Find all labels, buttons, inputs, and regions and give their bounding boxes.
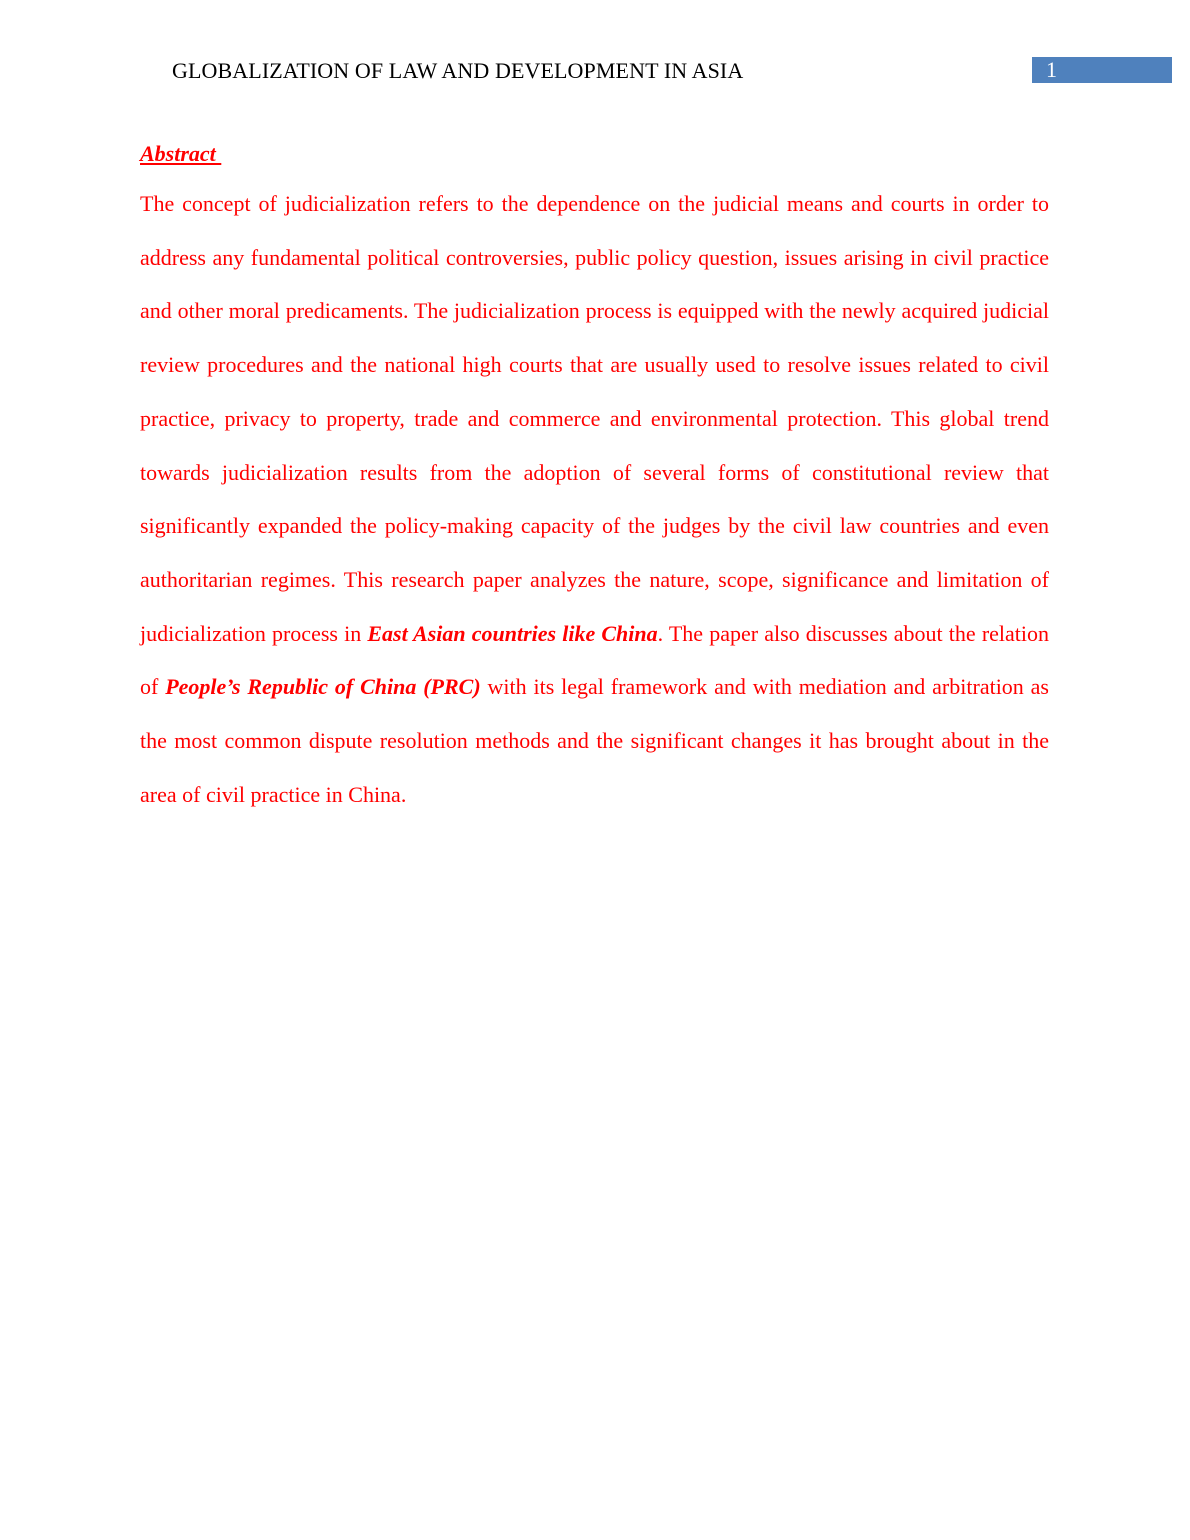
abstract-text-part-3: with its legal framework and with mediation and arbitration as the most common dispute resolution methods and the significant changes it has brought about in the area of civil practice in China. xyxy=(140,674,1049,807)
abstract-paragraph xyxy=(140,177,1049,821)
running-head: GLOBALIZATION OF LAW AND DEVELOPMENT IN ASIA xyxy=(172,58,744,83)
abstract-emphasis-prc: People’s Republic of China (PRC) xyxy=(165,674,481,700)
abstract-text-part-2: . The paper also discusses about the relation of xyxy=(140,620,1050,700)
abstract-emphasis-east-asia: East Asian countries like China xyxy=(367,620,658,646)
abstract-heading: Abstract xyxy=(140,141,222,166)
page-number-box xyxy=(1032,57,1172,83)
page-number: 1 xyxy=(1046,57,1057,82)
abstract-text-part-1: The concept of judicialization refers to the dependence on the judicial means and courts in order to address any fundamental political controversies, public policy question, issues arising in civil practice and other moral predicaments. The judicialization process is equipped with the newly acquired judicial review procedures and the national high courts that are usually used to resolve issues related to civil practice, privacy to property, trade and commerce and environmental protection. This global trend towards judicialization results from the adoption of several forms of constitutional review that significantly expanded the policy-making capacity of the judges by the civil law countries and even authoritarian regimes. This research paper analyzes the nature, scope, significance and limitation of judicialization process in xyxy=(140,191,1049,646)
